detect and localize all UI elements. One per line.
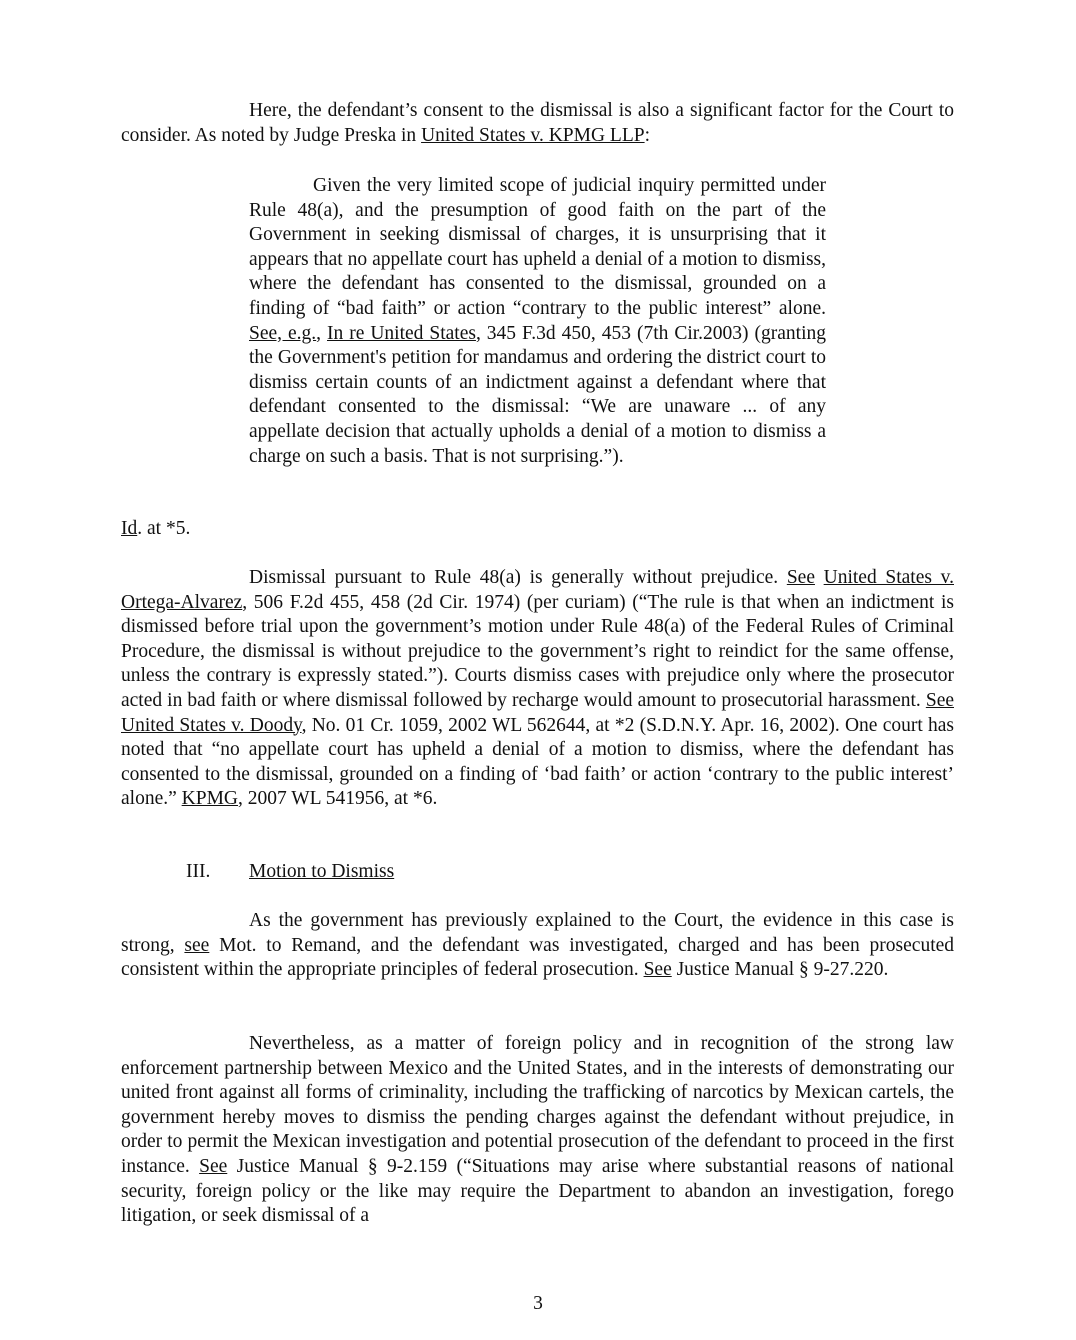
block-quote	[249, 174, 826, 469]
text: As the government has previously explained to the Court, the evidence in this case is strong,	[121, 910, 954, 956]
text: , 2007 WL 541956, at *6.	[238, 788, 438, 810]
paragraph-foreign-policy	[121, 1032, 954, 1229]
text: , 345 F.3d 450, 453 (7th Cir.2003) (granting the Government's petition for mandamus and ordering the district court to dismiss certain counts of an indictment against a defendant where that defendant consented to the dismissal: “We are unaware ... of any appellate decision that actually upholds a denial of a motion to dismiss a charge on such a basis. That is not surprising.”).	[249, 322, 826, 467]
signal-see: See	[199, 1155, 228, 1177]
section-number: III.	[186, 861, 211, 882]
text	[815, 567, 824, 588]
text: , 506 F.2d 455, 458 (2d Cir. 1974) (per curiam) (“The rule is that when an indictment is dismissed before trial upon the government’s motion under Rule 48(a) of the Federal Rules of Criminal Procedure, the dismissal is without prejudice to the government’s right to reindict for the same offense, unless the contrary is expressly stated.”). Courts dismiss cases with prejudice only where the prosecutor acted in bad faith or where dismissal followed by recharge would amount to prosecutorial harassment.	[121, 591, 954, 711]
text: :	[644, 124, 651, 146]
case-citation: United States v. KPMG LLP	[421, 124, 645, 146]
text: Here, the defendant’s consent to the dismissal is also a significant factor for the Court to consider. As noted by Judge Preska in	[121, 100, 954, 146]
id-citation	[121, 517, 190, 542]
text: ,	[316, 322, 327, 344]
case-citation: In re United States	[327, 322, 476, 344]
case-citation: United States v. Ortega-Alvarez	[121, 567, 954, 613]
paragraph-evidence-strong	[121, 909, 954, 983]
text: Dismissal pursuant to Rule 48(a) is generally without prejudice.	[249, 567, 787, 588]
page-number: 3	[533, 1293, 543, 1314]
text: Mot. to Remand, and the defendant was investigated, charged and has been prosecuted consistent within the appropriate principles of federal prosecution.	[121, 934, 955, 981]
case-citation: United States v. Doody	[121, 714, 302, 736]
section-heading: Motion to Dismiss	[249, 861, 395, 882]
signal-see-eg: See, e.g.	[249, 322, 317, 344]
case-citation: KPMG	[181, 788, 238, 810]
paragraph-defendant-consent	[121, 99, 954, 148]
signal-see: see	[184, 934, 210, 956]
text: Justice Manual § 9-2.159 (“Situations may arise where substantial reasons of national security, foreign policy or the like may require the Department to abandon an investigation, forego litigation, or seek dismissal of a	[121, 1155, 954, 1227]
text: Nevertheless, as a matter of foreign policy and in recognition of the strong law enforcement partnership between Mexico and the United States, and in the interests of demonstrating our united front against all forms of criminality, including the trafficking of narcotics by Mexican cartels, the government hereby moves to dismiss the pending charges against the defendant without prejudice, in order to permit the Mexican investigation and potential prosecution of the defendant to proceed in the first instance.	[121, 1033, 954, 1177]
paragraph-dismissal-without-prejudice	[121, 566, 954, 812]
signal-see: See	[925, 689, 954, 711]
text: Justice Manual § 9-27.220.	[671, 959, 889, 981]
text: , No. 01 Cr. 1059, 2002 WL 562644, at *2 (S.D.N.Y. Apr. 16, 2002). One court has noted that “no appellate court has upheld a denial of a motion to dismiss, where the defendant has consented to the dismissal, grounded on a finding of ‘bad faith’ or action ‘contrary to the public interest’ alone.”	[121, 714, 955, 810]
text: . at *5.	[137, 518, 191, 539]
signal-see: See	[643, 959, 672, 981]
text: Given the very limited scope of judicial inquiry permitted under Rule 48(a), and the presumption of good faith on the part of the Government in seeking dismissal of charges, it is unsurprising that it appears that no appellate court has upheld a denial of a motion to dismiss, where the defendant has consented to the dismissal, grounded on a finding of “bad faith” or action “contrary to the public interest” alone.	[249, 175, 826, 319]
signal-see: See	[786, 567, 815, 588]
id-signal: Id	[121, 518, 138, 539]
